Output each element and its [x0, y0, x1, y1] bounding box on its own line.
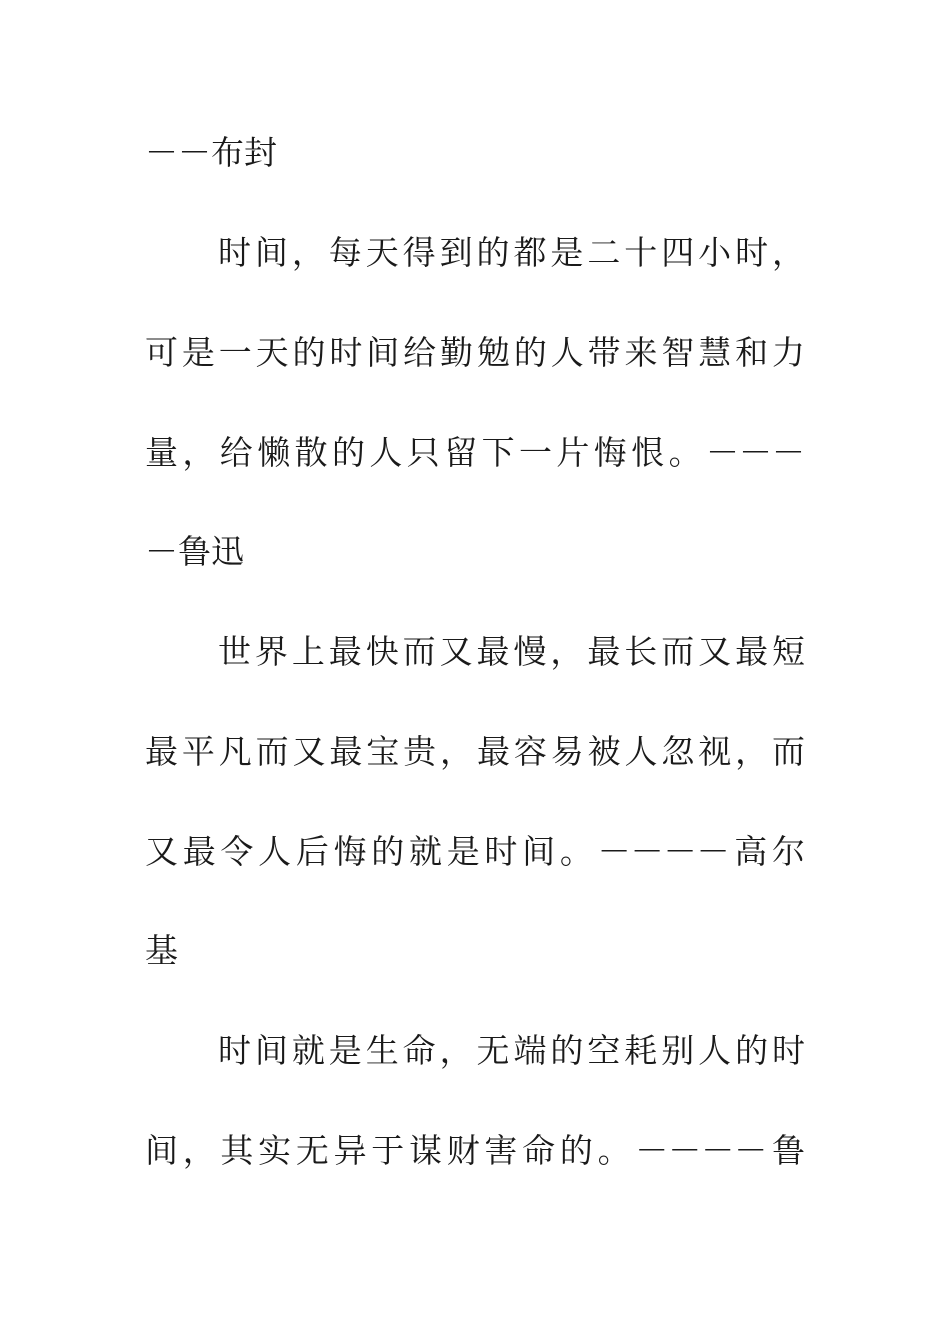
paragraph-first-line: 世界上最快而又最慢，最长而又最短	[218, 632, 805, 671]
text-line: 最平凡而又最宝贵，最容易被人忽视，而	[145, 732, 805, 771]
text-line: －鲁迅	[145, 532, 244, 571]
text-line: －－布封	[145, 133, 277, 172]
text-line: 可是一天的时间给勤勉的人带来智慧和力	[145, 333, 805, 372]
text-line: 基	[145, 931, 178, 970]
paragraph-first-line: 时间，每天得到的都是二十四小时，	[218, 233, 805, 272]
text-line: 又最令人后悔的就是时间。－－－－高尔	[145, 832, 805, 871]
text-line: 量，给懒散的人只留下一片悔恨。－－－	[145, 433, 805, 472]
paragraph-first-line: 时间就是生命，无端的空耗别人的时	[218, 1031, 805, 1070]
text-line: 间，其实无异于谋财害命的。－－－－鲁	[145, 1131, 805, 1170]
